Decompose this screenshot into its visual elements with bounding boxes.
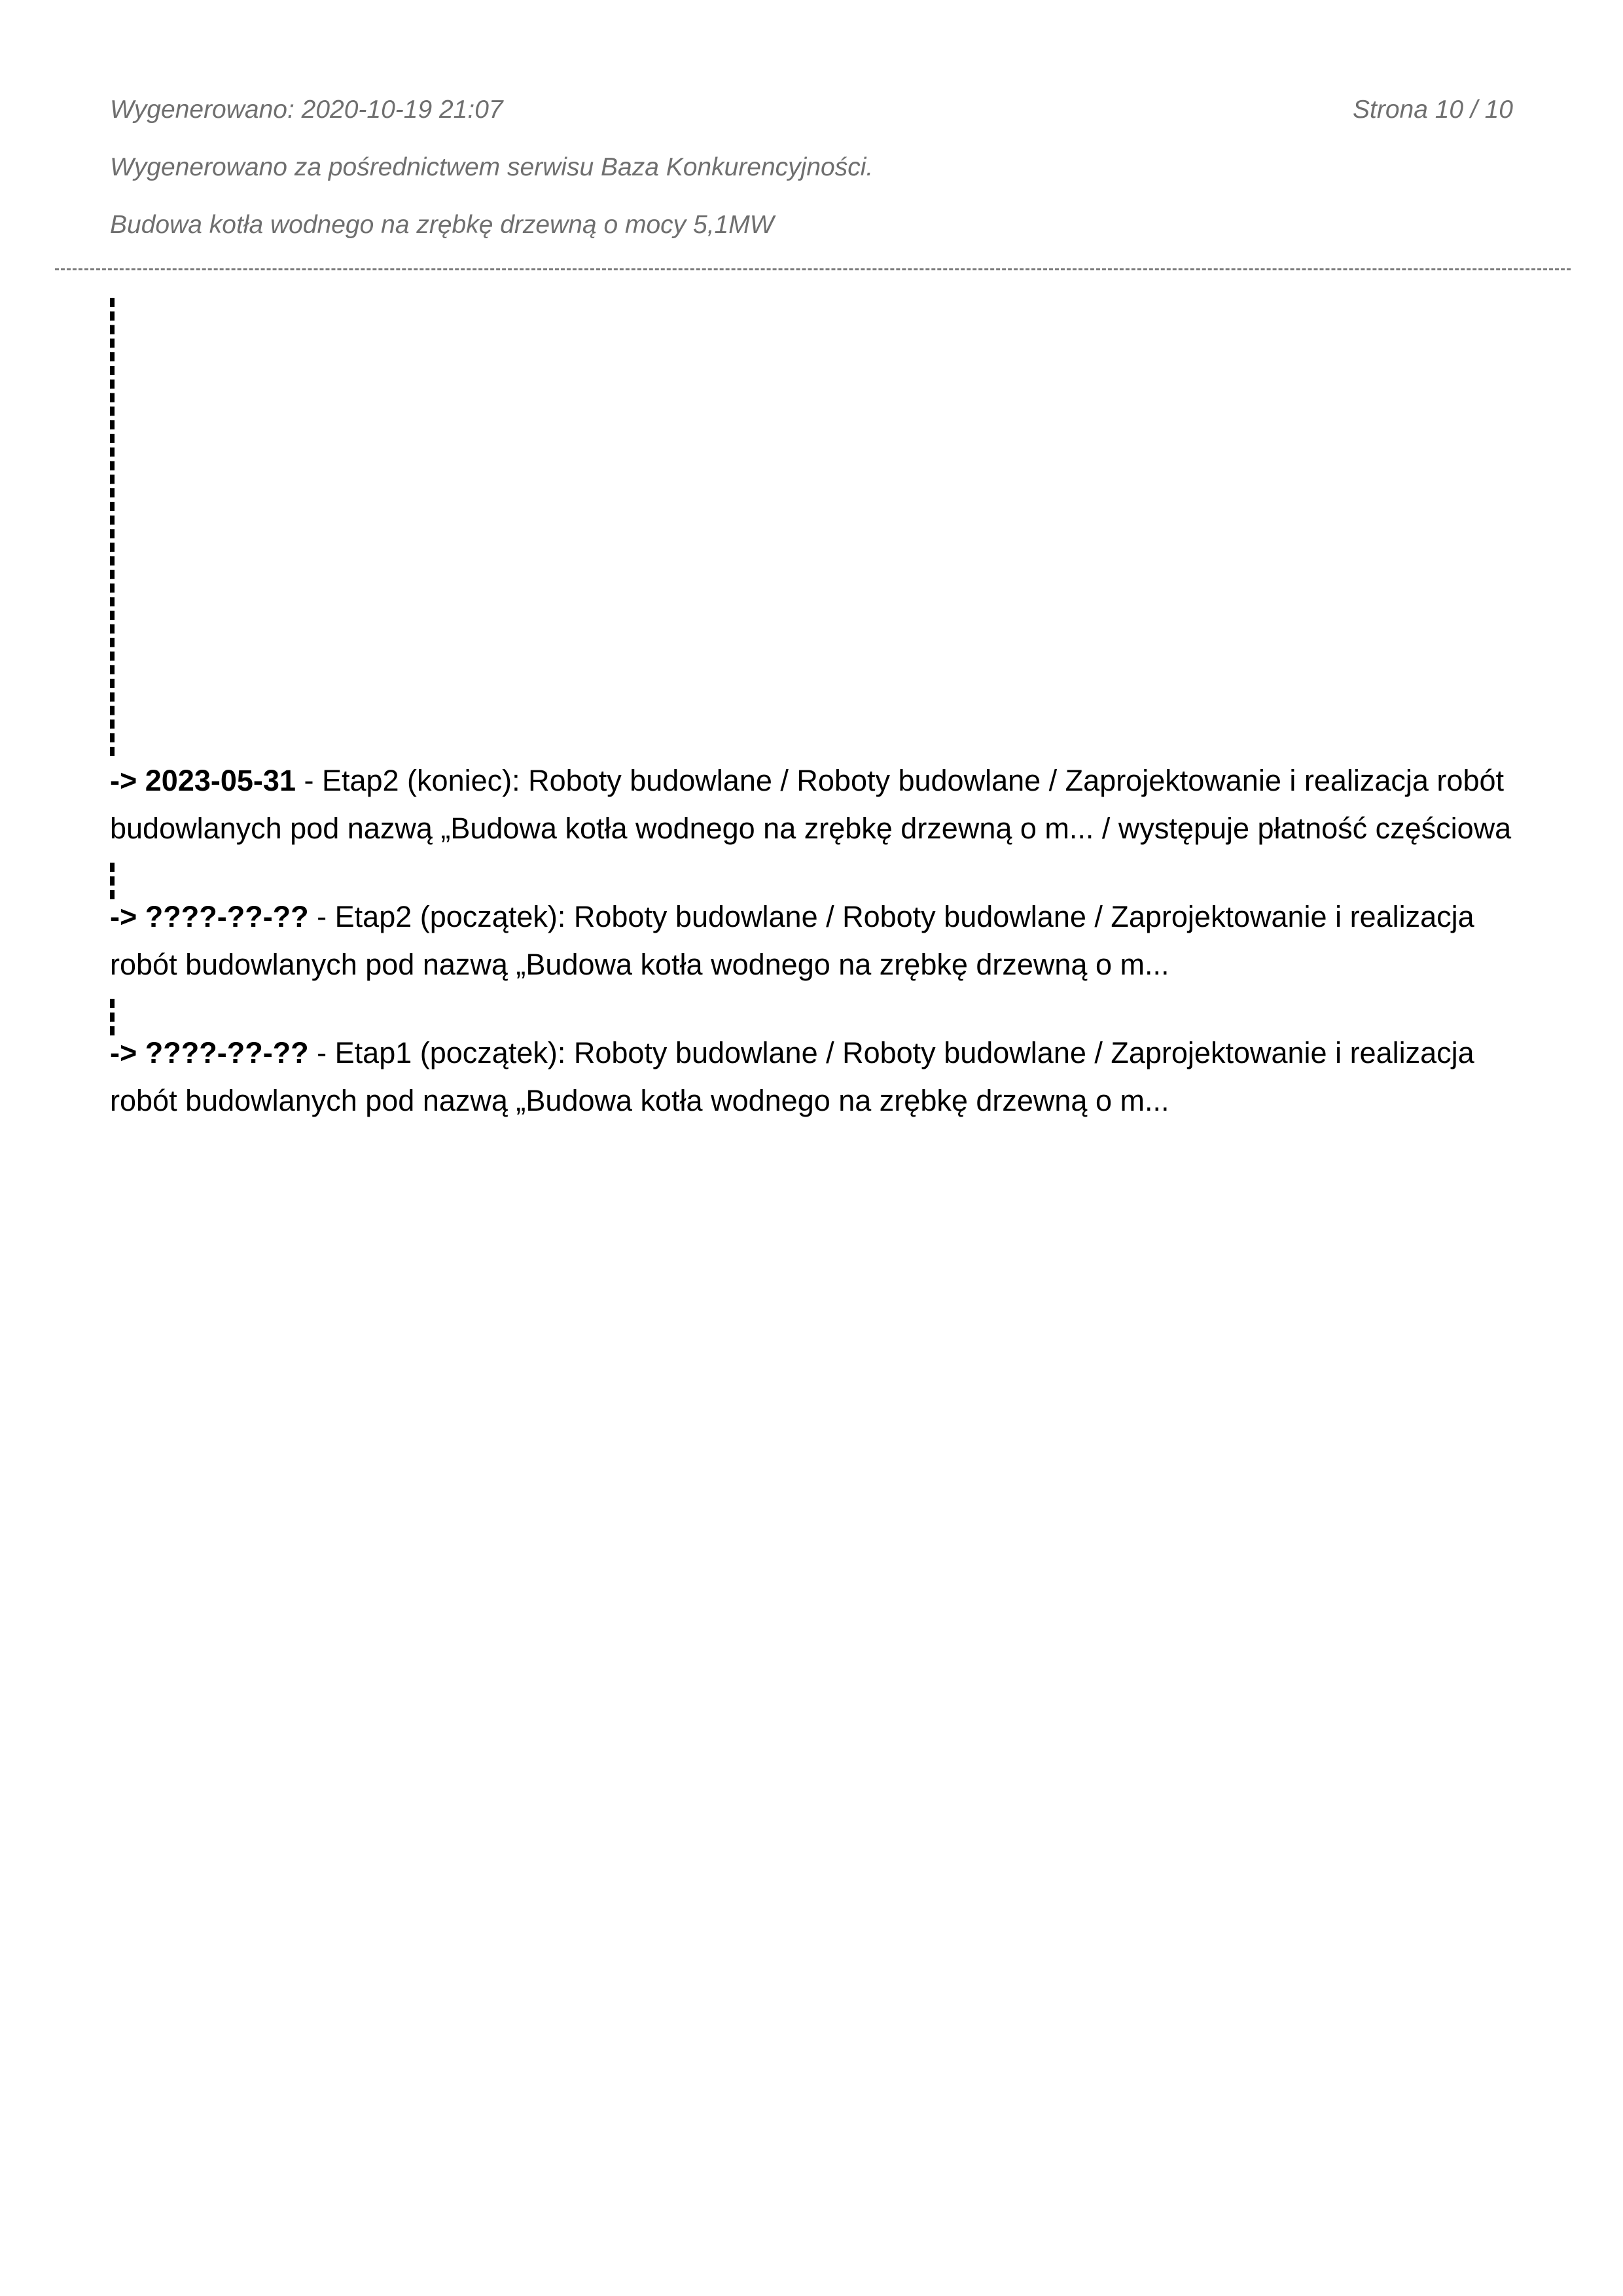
timeline-entry-date: ????-??-??	[145, 1036, 309, 1069]
timeline-entry	[110, 1029, 1517, 1124]
timeline-entry-text: - Etap2 (początek): Roboty budowlane / Roboty budowlane / Zaprojektowanie i realizacja robót budowlanych pod nazwą „Budowa kotła wodnego na zrębkę drzewną o m...	[110, 900, 1474, 981]
timeline-entry	[110, 893, 1517, 988]
timeline-entry-text: - Etap2 (koniec): Roboty budowlane / Roboty budowlane / Zaprojektowanie i realizacja robót budowlanych pod nazwą „Budowa kotła wodnego na zrębkę drzewną o m... / występuje płatność częściowa	[110, 764, 1512, 845]
timeline-entry-date: ????-??-??	[145, 900, 309, 933]
timeline-entry-arrow: ->	[110, 900, 137, 933]
timeline-entry-arrow: ->	[110, 764, 137, 797]
header-divider	[55, 268, 1571, 270]
generated-timestamp: Wygenerowano: 2020-10-19 21:07	[110, 96, 503, 124]
timeline-entry-arrow: ->	[110, 1036, 137, 1069]
page-header	[0, 0, 1623, 270]
timeline-entry-text: - Etap1 (początek): Roboty budowlane / Roboty budowlane / Zaprojektowanie i realizacja robót budowlanych pod nazwą „Budowa kotła wodnego na zrębkę drzewną o m...	[110, 1036, 1474, 1117]
timeline-entry-date: 2023-05-31	[145, 764, 296, 797]
generated-via-note: Wygenerowano za pośrednictwem serwisu Baza Konkurencyjności.	[110, 153, 874, 181]
timeline-connector	[110, 298, 115, 756]
timeline-entry	[110, 757, 1517, 852]
document-title: Budowa kotła wodnego na zrębkę drzewną o mocy 5,1MW	[110, 211, 774, 239]
page-number: Strona 10 / 10	[1352, 96, 1513, 124]
